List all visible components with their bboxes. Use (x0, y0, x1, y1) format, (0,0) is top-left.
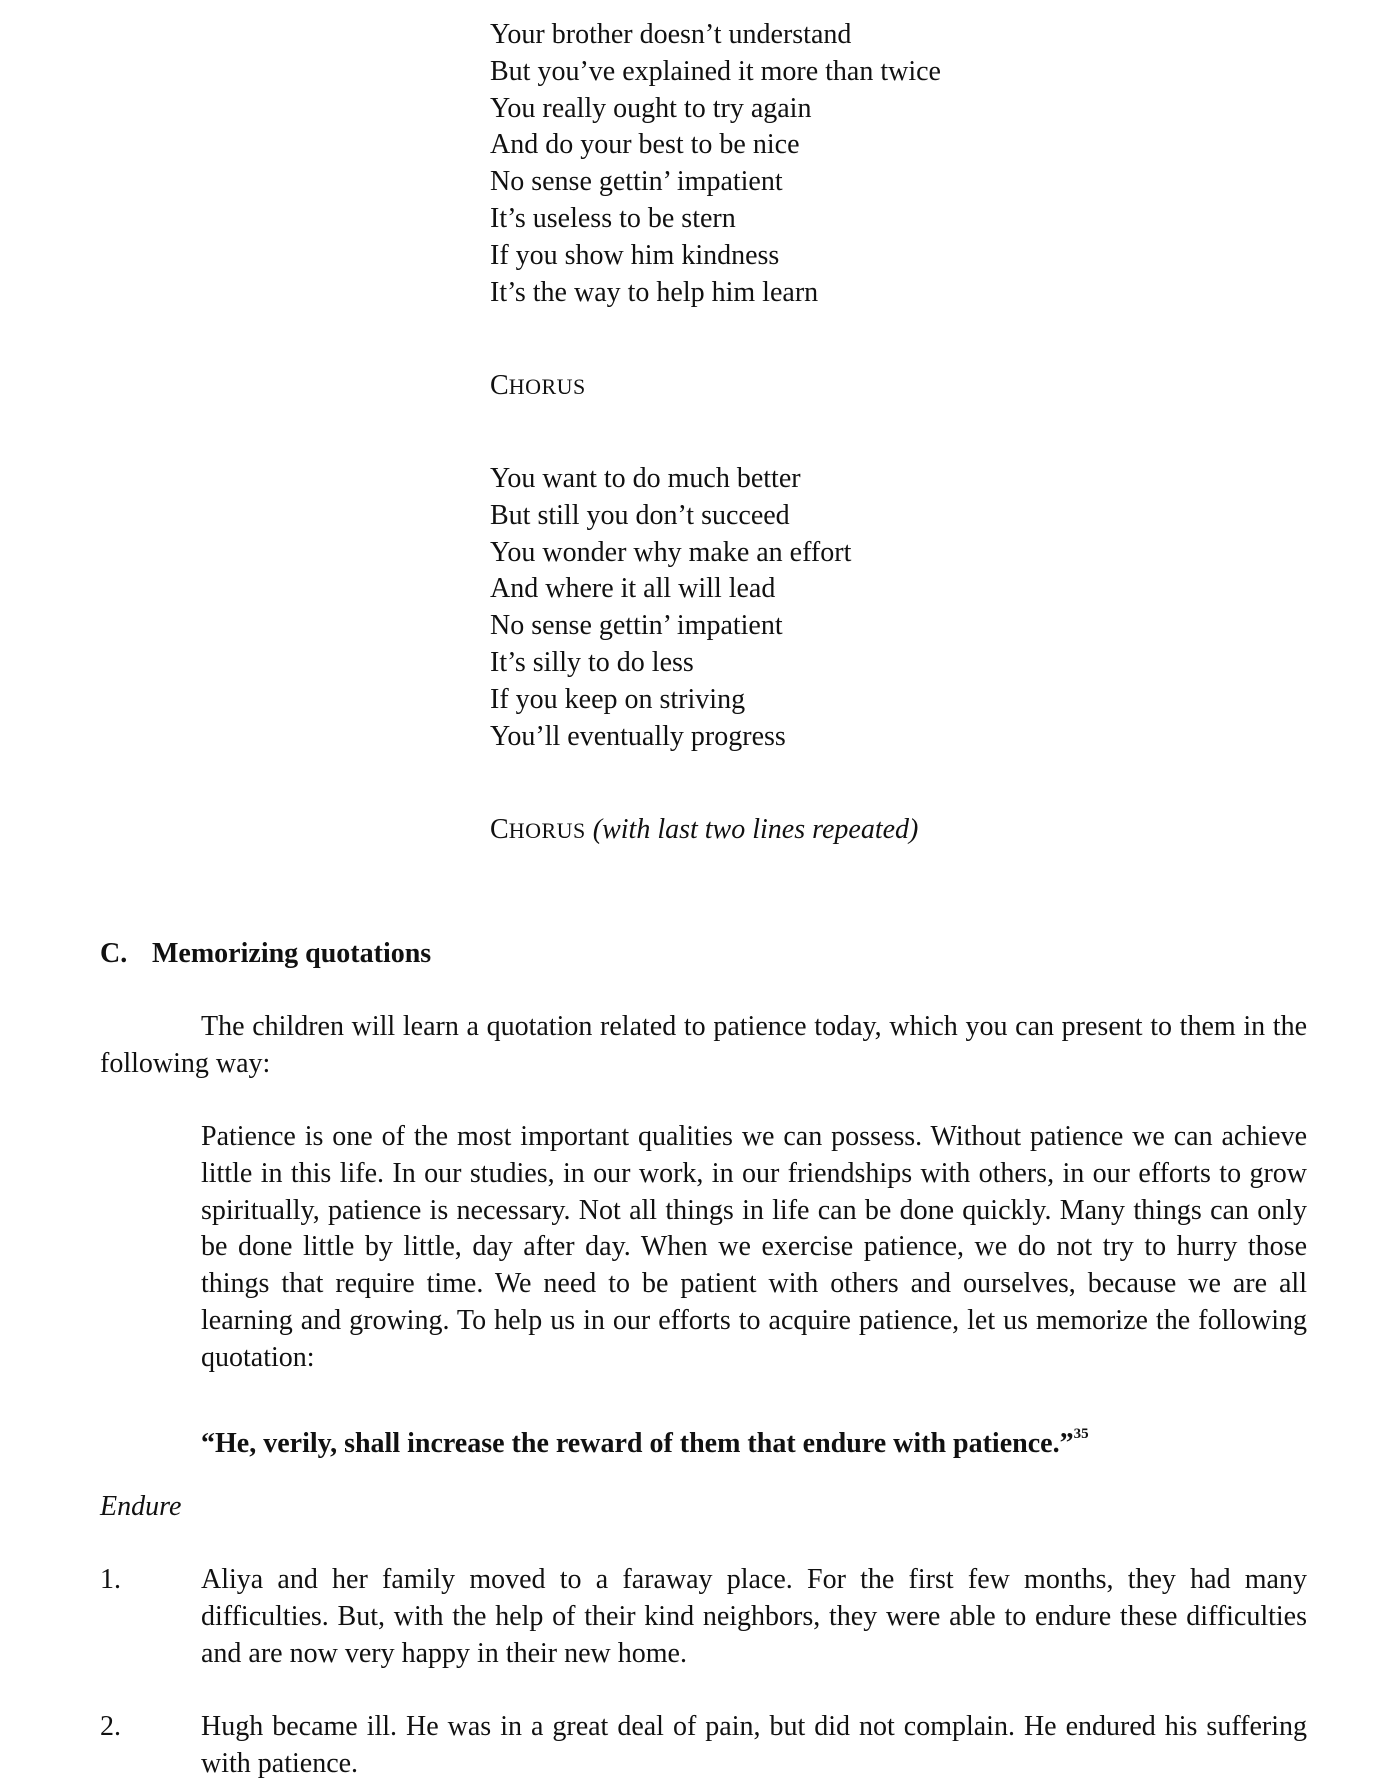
patience-paragraph: Patience is one of the most important qualities we can possess. Without patience we can achieve little in this life. In our studies, in our work, in our friendships with others, in our efforts to grow spiritually, patience is necessary. Not all things in life can be done quickly. Many things can only be done little by little, day after day. When we exercise patience, we do not try to hurry those things that require time. We need to be patient with others and ourselves, because we are all learning and growing. To help us in our efforts to acquire patience, let us memorize the following quotation: (201, 1121, 1307, 1373)
verse-line: If you show him kindness (490, 239, 780, 271)
verse-line: It’s useless to be stern (490, 202, 736, 234)
verse-line: But still you don’t succeed (490, 499, 790, 531)
list-item (100, 1562, 1307, 1672)
verse-line: No sense gettin’ impatient (490, 610, 783, 642)
verse-line: And where it all will lead (490, 573, 776, 605)
song-verse-2 (490, 461, 1190, 755)
quotation (201, 1415, 1089, 1463)
section-letter: C. (100, 938, 128, 969)
song-verse-1 (490, 17, 1190, 311)
chorus-label-1: CHORUS (490, 370, 586, 401)
list-item-text: Hugh became ill. He was in a great deal of pain, but did not complain. He endured his suffering with patience. (201, 1711, 1307, 1779)
list-item (100, 1709, 1307, 1783)
list-item-number: 2. (100, 1711, 121, 1742)
verse-line: You really ought to try again (490, 92, 812, 124)
chorus-label-2: CHORUS (with last two lines repeated) (490, 814, 919, 845)
verse-line: No sense gettin’ impatient (490, 166, 783, 198)
list-item-number: 1. (100, 1564, 121, 1595)
verse-line: But you’ve explained it more than twice (490, 55, 941, 87)
verse-line: And do your best to be nice (490, 129, 800, 161)
section-title: Memorizing quotations (152, 938, 432, 969)
intro-paragraph: The children will learn a quotation related to patience today, which you can present to them in the following way: (100, 1011, 1307, 1079)
verse-line: You want to do much better (490, 463, 801, 494)
verse-line: You wonder why make an effort (490, 536, 852, 568)
verse-line: It’s silly to do less (490, 646, 694, 678)
quotation-text: “He, verily, shall increase the reward of them that endure with patience.” (201, 1428, 1074, 1459)
chorus-note: (with last two lines repeated) (592, 814, 919, 845)
list-item-text: Aliya and her family moved to a faraway place. For the first few months, they had many difficulties. But, with the help of their kind neighbors, they were able to endure these difficulties and are now very happy in their new home. (201, 1564, 1307, 1669)
verse-line: Your brother doesn’t understand (490, 19, 852, 50)
verse-line: You’ll eventually progress (490, 720, 786, 752)
footnote-marker: 35 (1073, 1426, 1089, 1442)
word-subheading: Endure (100, 1491, 182, 1522)
verse-line: If you keep on striving (490, 683, 746, 715)
section-heading (100, 935, 431, 973)
verse-line: It’s the way to help him learn (490, 276, 819, 308)
